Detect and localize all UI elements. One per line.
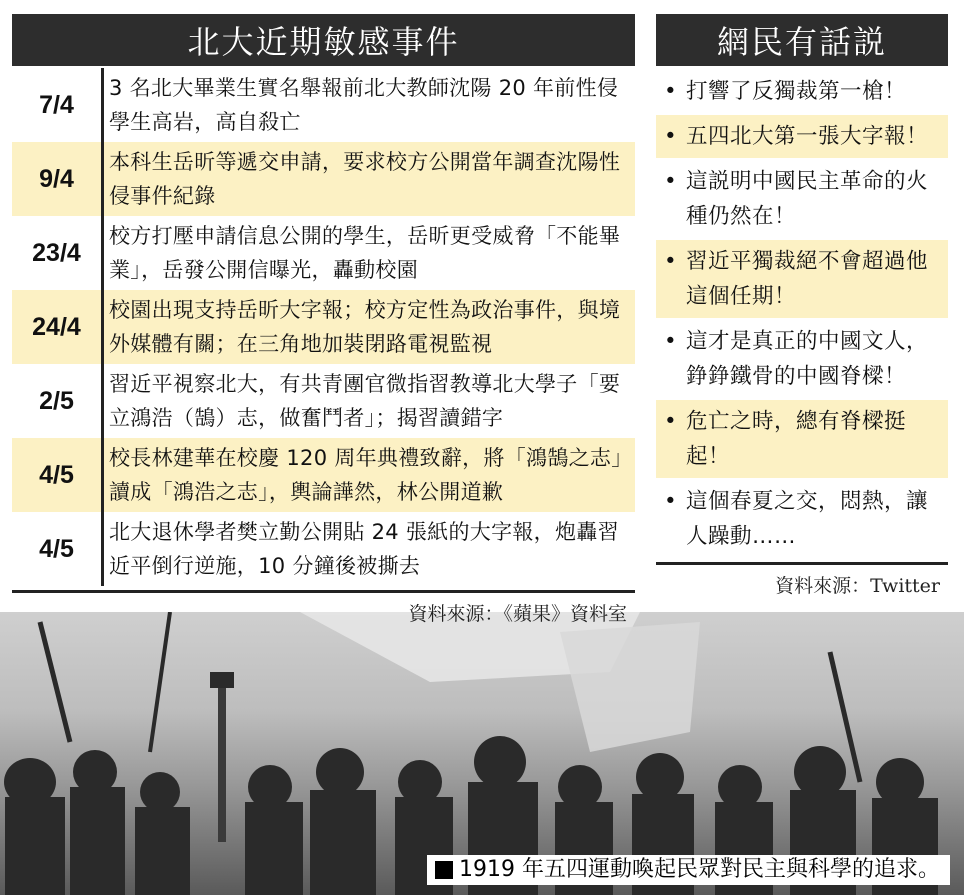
event-desc: 3 名北大畢業生實名舉報前北大教師沈陽 20 年前性侵學生高岩，高自殺亡 — [109, 76, 619, 134]
comment-item — [656, 320, 948, 398]
comment-text: 這説明中國民主革命的火種仍然在！ — [686, 169, 929, 229]
comment-item — [656, 160, 948, 238]
events-panel — [12, 14, 635, 626]
event-row — [12, 216, 635, 290]
bullet-icon: • — [664, 169, 678, 194]
bullet-icon: • — [664, 409, 678, 434]
event-date: 2/5 — [12, 364, 104, 438]
events-source: 資料來源：《蘋果》資料室 — [408, 603, 627, 625]
comment-item — [656, 480, 948, 558]
event-desc: 北大退休學者樊立勤公開貼 24 張紙的大字報，炮轟習近平倒行逆施，10 分鐘後被撕去 — [109, 520, 619, 578]
comment-text: 打響了反獨裁第一槍！ — [686, 79, 907, 104]
event-desc: 校方打壓申請信息公開的學生，岳昕更受威脅「不能畢業」，岳發公開信曝光，轟動校園 — [109, 224, 621, 282]
comments-divider — [656, 562, 948, 565]
event-date: 4/5 — [12, 512, 104, 586]
event-date: 9/4 — [12, 142, 104, 216]
events-divider — [12, 590, 635, 593]
comment-item — [656, 240, 948, 318]
comment-text: 習近平獨裁絕不會超過他這個任期！ — [686, 249, 929, 309]
photo-caption-text: 1919 年五四運動喚起民眾對民主與科學的追求。 — [459, 857, 940, 882]
may-fourth-photo — [0, 612, 964, 895]
event-date: 7/4 — [12, 68, 104, 142]
event-row — [12, 512, 635, 586]
comments-source: 資料來源：Twitter — [775, 575, 940, 597]
comment-item — [656, 115, 948, 158]
bullet-icon: • — [664, 124, 678, 149]
protest-crowd-illustration — [0, 612, 964, 895]
event-row — [12, 68, 635, 142]
event-row — [12, 438, 635, 512]
comment-item — [656, 400, 948, 478]
comment-text: 危亡之時，總有脊樑挺起！ — [686, 409, 907, 469]
events-title: 北大近期敏感事件 — [12, 14, 635, 66]
bullet-icon: • — [664, 329, 678, 354]
event-date: 23/4 — [12, 216, 104, 290]
event-date: 24/4 — [12, 290, 104, 364]
bullet-icon: • — [664, 249, 678, 274]
comment-text: 五四北大第一張大字報！ — [686, 124, 929, 149]
bullet-icon: • — [664, 489, 678, 514]
caption-square-icon — [435, 861, 453, 879]
event-row — [12, 142, 635, 216]
event-desc: 校園出現支持岳昕大字報；校方定性為政治事件，與境外媒體有關；在三角地加裝閉路電視監視 — [109, 298, 621, 356]
event-row — [12, 364, 635, 438]
comment-text: 這才是真正的中國文人，錚錚鐵骨的中國脊樑！ — [686, 329, 929, 389]
event-desc: 校長林建華在校慶 120 周年典禮致辭，將「鴻鵠之志」讀成「鴻浩之志」，輿論譁然，林公開道歉 — [109, 446, 623, 504]
comment-text: 這個春夏之交，悶熱，讓人躁動…… — [686, 489, 929, 549]
bullet-icon: • — [664, 79, 678, 104]
event-desc: 習近平視察北大，有共青團官微指習教導北大學子「要立鴻浩（鵠）志，做奮鬥者」；揭習讀錯字 — [109, 372, 621, 430]
events-table — [12, 68, 635, 586]
event-desc: 本科生岳昕等遞交申請，要求校方公開當年調查沈陽性侵事件紀錄 — [109, 150, 621, 208]
comments-panel — [656, 14, 948, 598]
comment-item — [656, 70, 948, 113]
photo-caption — [427, 855, 950, 885]
comments-list — [656, 70, 948, 558]
event-date: 4/5 — [12, 438, 104, 512]
event-row — [12, 290, 635, 364]
comments-title: 網民有話説 — [656, 14, 948, 66]
